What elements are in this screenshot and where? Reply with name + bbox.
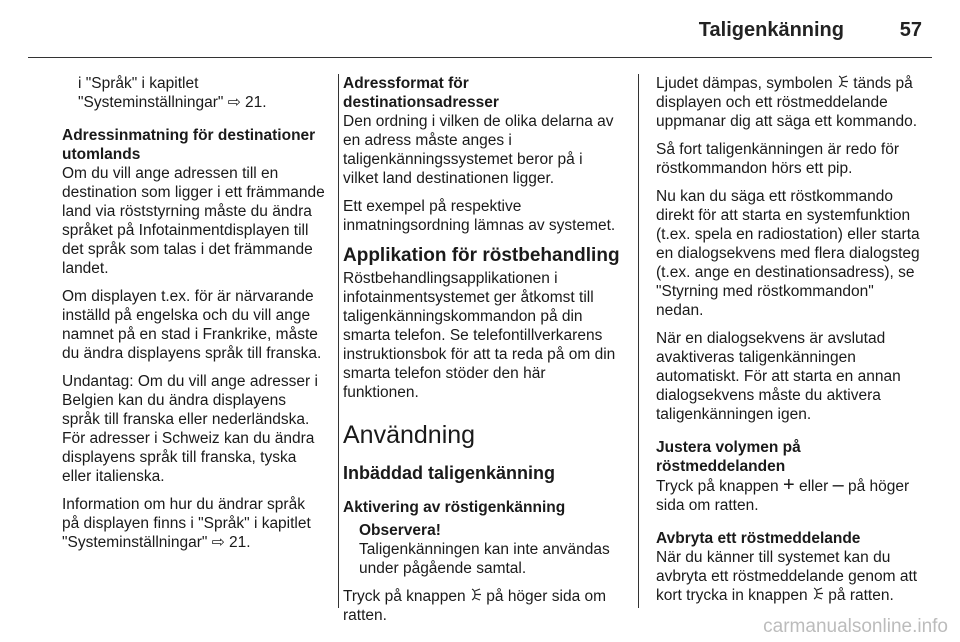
voice-button-icon: [470, 587, 482, 606]
column-divider: [338, 74, 339, 608]
text: Ljudet dämpas, symbolen: [656, 75, 833, 92]
text: tänds på displayen och ett röstmeddelande uppmanar dig att säga ett kommando.: [656, 75, 918, 130]
page-header: [0, 0, 960, 58]
column-3: [656, 74, 924, 614]
column-2: [343, 74, 621, 634]
text: Tryck på knappen: [343, 588, 466, 605]
paragraph: [343, 587, 621, 625]
text: på höger sida om ratten.: [656, 478, 910, 514]
section-heading-address-format: Adressformat för destinationsadresser: [343, 75, 499, 111]
subheading-cancel: Avbryta ett röstmeddelande: [656, 530, 861, 547]
watermark: carmanualsonline.info: [763, 616, 948, 637]
paragraph: När en dialogsekvens är avslutad avaktiveras taligenkänningen automatiskt. För att starta en annan dialogsekvens måste du aktivera taligenkänningen igen.: [656, 330, 901, 423]
text: Tryck på knappen: [656, 478, 779, 495]
minus-icon: –: [832, 474, 844, 496]
text: När du känner till systemet kan du avbryta ett röstmeddelande genom att kort trycka in knappen: [656, 549, 918, 604]
paragraph: [656, 476, 924, 515]
paragraph: i "Språk" i kapitlet "Systeminställningar" ⇨ 21.: [78, 75, 267, 111]
paragraph: Nu kan du säga ett röstkommando direkt för att starta en systemfunktion (t.ex. spela en radiostation) eller starta en dialogsekvens med flera dialogsteg (t.ex. ange en destinationsadress), se "Styrning med röstkommandon" nedan.: [656, 188, 920, 319]
chapter-heading-usage: Användning: [343, 421, 476, 449]
paragraph: [656, 548, 924, 605]
paragraph: Om du vill ange adressen till en destination som ligger i ett främmande land via röststyrning måste du ändra språket på Infotainmentdisplayen till det språk som talas i det främmande landet.: [62, 165, 325, 277]
plus-icon: +: [782, 474, 795, 496]
paragraph: Den ordning i vilken de olika delarna av en adress måste anges i taligenkänningssystemet beror på i vilket land destinationen ligger.: [343, 113, 614, 187]
subheading-activation: Aktivering av röstigenkänning: [343, 499, 566, 516]
paragraph: Ett exempel på respektive inmatningsordning lämnas av systemet.: [343, 198, 616, 234]
paragraph: Så fort taligenkänningen är redo för röstkommandon hörs ett pip.: [656, 141, 899, 177]
section-heading-voice-app: Applikation för röstbehandling: [343, 245, 620, 266]
note-title: Observera!: [359, 522, 441, 539]
section-heading-address-abroad: Adressinmatning för destinationer utomlands: [62, 127, 316, 163]
paragraph: Undantag: Om du vill ange adresser i Belgien kan du ändra displayens språk till franska eller nederländska. För adresser i Schweiz kan du ändra displayens språk till franska, tyska eller italienska.: [62, 373, 318, 485]
page-number: 57: [899, 19, 922, 41]
header-title: Taligenkänning: [698, 19, 844, 41]
voice-symbol-icon: [837, 74, 849, 93]
column-divider: [638, 74, 639, 608]
note-box: [343, 521, 621, 578]
text: på höger sida om ratten.: [343, 588, 607, 624]
paragraph: Om displayen t.ex. för är närvarande inställd på engelska och du vill ange namnet på en stad i Frankrike, måste du ändra displayens språk till franska.: [62, 288, 322, 362]
column-1: [62, 74, 326, 561]
header-rule: [28, 57, 932, 58]
text: på ratten.: [828, 587, 894, 604]
paragraph: Röstbehandlingsapplikationen i infotainmentsystemet ger åtkomst till taligenkänningskommandon på din smarta telefon. Se telefontillverkarens instruktionsbok för att ta reda på om din smarta telefon stöder den här funktionen.: [343, 270, 616, 401]
voice-button-icon: [812, 586, 824, 605]
note-text: Taligenkänningen kan inte användas under pågående samtal.: [359, 541, 610, 577]
paragraph: Information om hur du ändrar språk på displayen finns i "Språk" i kapitlet "Systeminställningar" ⇨ 21.: [62, 496, 311, 551]
subheading-volume: Justera volymen på röstmeddelanden: [656, 439, 801, 475]
paragraph: [656, 74, 924, 131]
text: eller: [798, 478, 829, 495]
section-heading-builtin: Inbäddad taligenkänning: [343, 463, 556, 483]
